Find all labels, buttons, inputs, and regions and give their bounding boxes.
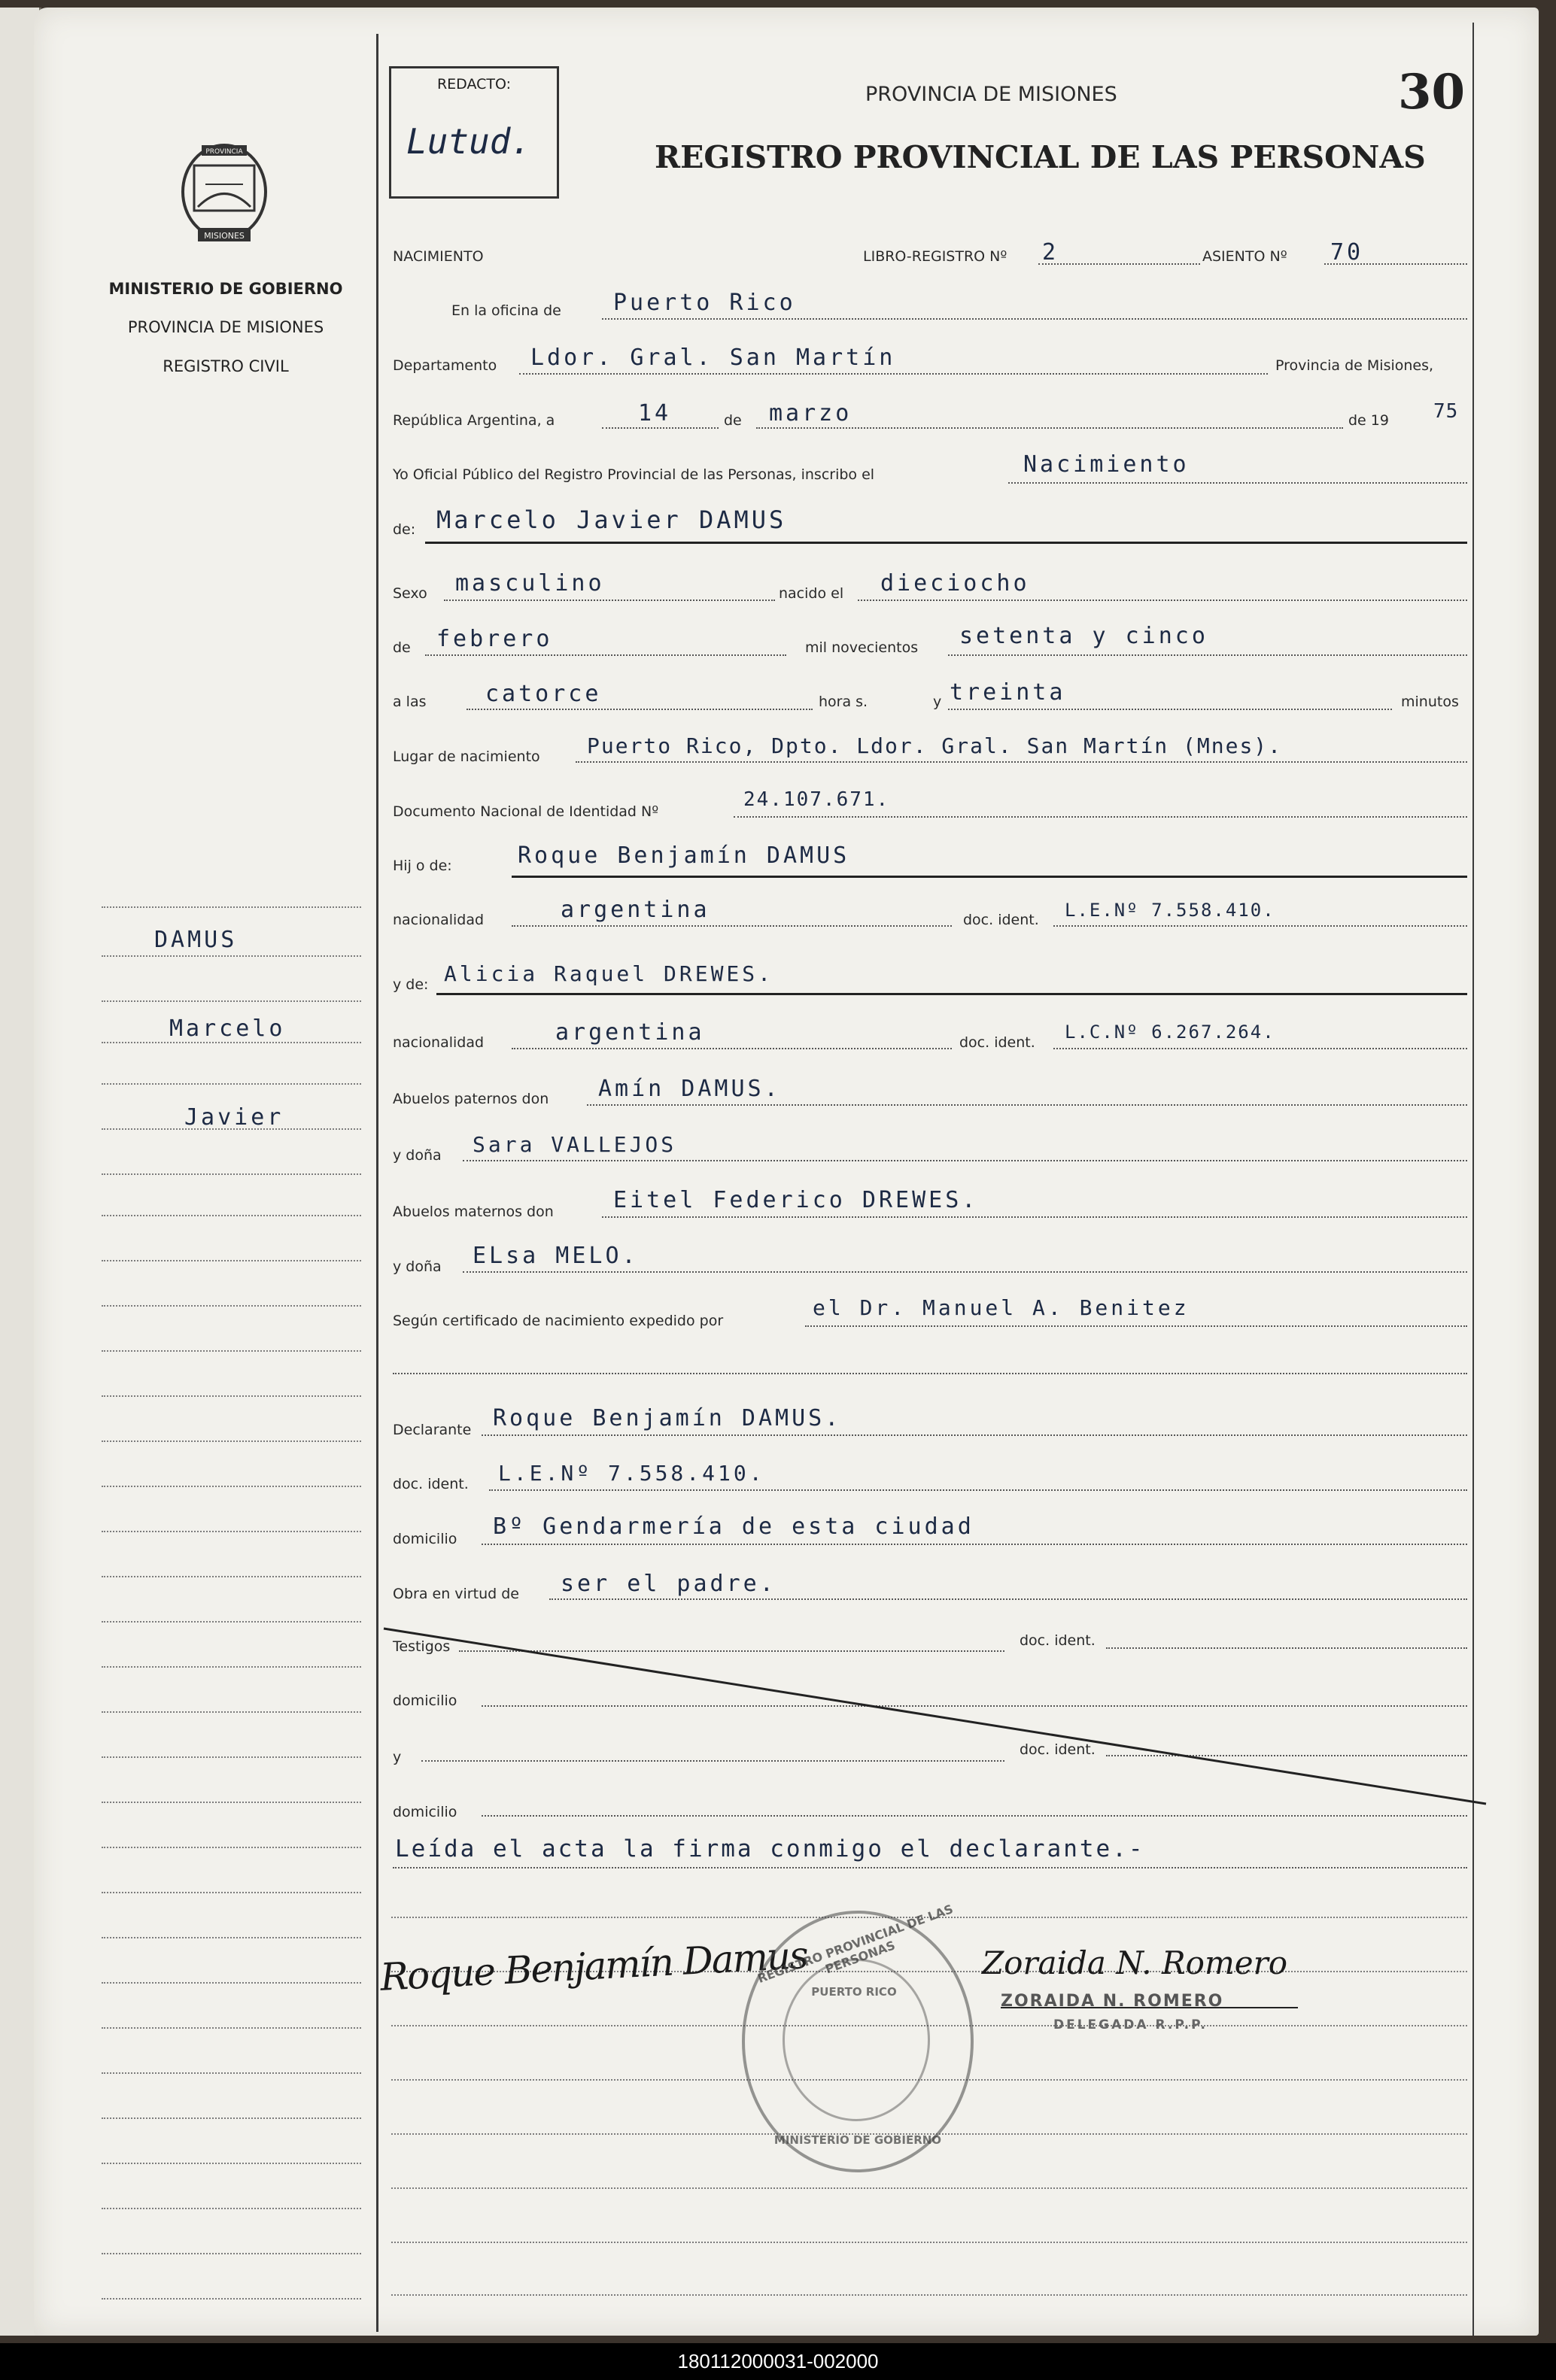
testigos-dom-label: domicilio xyxy=(393,1692,457,1709)
nacido-dia-value: dieciocho xyxy=(880,570,1030,597)
abuelo-p-value: Amín DAMUS. xyxy=(598,1076,781,1102)
inscribe-value: Nacimiento xyxy=(1023,451,1190,478)
abuela-p-value: Sara VALLEJOS xyxy=(473,1132,677,1157)
image-id-footer: 180112000031-002000 xyxy=(0,2343,1556,2380)
margin-line-18 xyxy=(102,1666,361,1668)
margin-line-19 xyxy=(102,1711,361,1713)
nombre-label: de: xyxy=(393,521,416,538)
margin-surname: DAMUS xyxy=(154,927,238,953)
nombre-value: Marcelo Javier DAMUS xyxy=(436,505,787,534)
margin-line-2 xyxy=(102,955,361,957)
oficial-signature: Zoraida N. Romero xyxy=(982,1944,1288,1981)
margin-line-11 xyxy=(102,1350,361,1352)
declarante-dom-label: domicilio xyxy=(393,1531,457,1547)
lugar-label: Lugar de nacimiento xyxy=(393,748,540,765)
margin-line-10 xyxy=(102,1305,361,1307)
minutos-label: minutos xyxy=(1401,694,1459,710)
abuelos-m-label: Abuelos maternos don xyxy=(393,1204,554,1220)
margin-line-28 xyxy=(102,2117,361,2119)
margin-line-31 xyxy=(102,2253,361,2254)
nacionalidad-padre-label: nacionalidad xyxy=(393,912,485,928)
padre-nac-value: argentina xyxy=(561,897,710,923)
dia-value: 14 xyxy=(638,400,672,427)
y-dona-m-label: y doña xyxy=(393,1258,442,1275)
obra-label: Obra en virtud de xyxy=(393,1586,519,1602)
padre-value: Roque Benjamín DAMUS xyxy=(518,842,850,869)
margin-line-32 xyxy=(102,2298,361,2300)
doc-ident-madre-label: doc. ident. xyxy=(959,1034,1035,1051)
margin-line-23 xyxy=(102,1892,361,1893)
nacimiento-label: NACIMIENTO xyxy=(393,248,484,265)
lugar-value: Puerto Rico, Dpto. Ldor. Gral. San Martín (Mnes). xyxy=(587,733,1283,758)
redacto-initials: Lutud. xyxy=(406,121,532,162)
cierre-dots xyxy=(393,1867,1467,1868)
province-heading: PROVINCIA DE MISIONES xyxy=(865,83,1117,106)
doc-ident-padre-label: doc. ident. xyxy=(963,912,1039,928)
hora-value: catorce xyxy=(485,681,602,707)
a-las-label: a las xyxy=(393,694,427,710)
nacido-mes-value: febrero xyxy=(436,626,553,652)
libro-label: LIBRO-REGISTRO Nº xyxy=(863,248,1007,265)
margin-line-12 xyxy=(102,1395,361,1397)
cierre-text: Leída el acta la firma conmigo el declarante.- xyxy=(395,1835,1145,1862)
testigos-label: Testigos xyxy=(393,1638,451,1655)
seal-inner-text: PUERTO RICO xyxy=(811,1985,897,1999)
civil-registry-label: REGISTRO CIVIL xyxy=(163,357,289,375)
province-label-left: PROVINCIA DE MISIONES xyxy=(127,318,324,336)
asiento-value: 70 xyxy=(1330,239,1364,266)
de19-label: de 19 xyxy=(1348,412,1389,429)
obra-value: ser el padre. xyxy=(561,1571,776,1597)
segun-label: Según certificado de nacimiento expedido por xyxy=(393,1313,724,1329)
provincia-label: Provincia de Misiones, xyxy=(1275,357,1434,374)
declarante-doc-label: doc. ident. xyxy=(393,1476,469,1492)
seal-outer-text: REGISTRO PROVINCIAL DE LAS PERSONAS xyxy=(755,1902,956,1987)
declarante-value: Roque Benjamín DAMUS. xyxy=(493,1405,842,1431)
seal-bottom-text: MINISTERIO DE GOBIERNO xyxy=(773,2133,942,2147)
padre-doc-value: L.E.Nº 7.558.410. xyxy=(1065,900,1275,921)
margin-line-1 xyxy=(102,906,361,908)
margin-line-13 xyxy=(102,1440,361,1442)
margin-line-3 xyxy=(102,1000,361,1002)
documento-label: Documento Nacional de Identidad Nº xyxy=(393,803,659,820)
margin-line-8 xyxy=(102,1215,361,1216)
madre-doc-value: L.C.Nº 6.267.264. xyxy=(1065,1022,1275,1043)
asiento-label: ASIENTO Nº xyxy=(1202,248,1287,265)
nacionalidad-madre-label: nacionalidad xyxy=(393,1034,485,1051)
sexo-label: Sexo xyxy=(393,585,427,602)
margin-line-5 xyxy=(102,1083,361,1085)
oficial-stamp-name: ZORAIDA N. ROMERO xyxy=(1001,1992,1224,2011)
madre-value: Alicia Raquel DREWES. xyxy=(444,961,774,986)
margin-line-27 xyxy=(102,2072,361,2074)
official-seal xyxy=(742,1902,974,2172)
registry-title: REGISTRO PROVINCIAL DE LAS PERSONAS xyxy=(655,139,1426,175)
margin-line-29 xyxy=(102,2163,361,2164)
margin-line-7 xyxy=(102,1173,361,1175)
y-dona-p-label: y doña xyxy=(393,1147,442,1164)
margin-line-14 xyxy=(102,1486,361,1487)
declarante-doc-value: L.E.Nº 7.558.410. xyxy=(498,1461,765,1486)
de-label: de xyxy=(724,412,742,429)
y-testigo-label: y xyxy=(393,1749,402,1765)
margin-line-26 xyxy=(102,2027,361,2029)
madre-nac-value: argentina xyxy=(555,1019,705,1046)
oficial-stamp-line xyxy=(1001,2007,1298,2008)
hijo-label: Hij o de: xyxy=(393,858,452,874)
horas-label: hora s. xyxy=(819,694,868,710)
departamento-value: Ldor. Gral. San Martín xyxy=(530,345,896,371)
margin-line-4 xyxy=(102,1042,361,1043)
margin-line-16 xyxy=(102,1576,361,1577)
nacido-anio-value: setenta y cinco xyxy=(959,623,1208,649)
redacto-label: REDACTO: xyxy=(436,76,512,93)
margin-line-30 xyxy=(102,2208,361,2209)
mil-label: mil novecientos xyxy=(805,639,919,656)
declarante-dom-value: Bº Gendarmería de esta ciudad xyxy=(493,1513,974,1540)
testigo2-doc-label: doc. ident. xyxy=(1020,1741,1096,1758)
emblem-top-text: PROVINCIA xyxy=(205,148,243,156)
minutos-value: treinta xyxy=(950,679,1066,706)
testigo2-dom-label: domicilio xyxy=(393,1804,457,1820)
margin-line-24 xyxy=(102,1937,361,1938)
departamento-label: Departamento xyxy=(393,357,497,374)
y-de-label: y de: xyxy=(393,976,429,993)
testigos-doc-label: doc. ident. xyxy=(1020,1632,1096,1649)
anio-value: 75 xyxy=(1433,400,1459,423)
sig-line-8 xyxy=(391,2294,1467,2296)
margin-line-25 xyxy=(102,1982,361,1984)
sig-line-7 xyxy=(391,2242,1467,2243)
declarante-signature: Roque Benjamín Damus xyxy=(378,1933,809,1999)
sexo-value: masculino xyxy=(455,570,605,597)
sig-line-6 xyxy=(391,2187,1467,2189)
oficina-value: Puerto Rico xyxy=(613,290,796,316)
libro-value: 2 xyxy=(1042,239,1059,266)
ministry-label: MINISTERIO DE GOBIERNO xyxy=(108,280,343,298)
de-mes-label: de xyxy=(393,639,411,656)
declarante-label: Declarante xyxy=(393,1422,472,1438)
margin-line-22 xyxy=(102,1847,361,1848)
abuelos-p-label: Abuelos paternos don xyxy=(393,1091,549,1107)
margin-line-21 xyxy=(102,1802,361,1803)
margin-second-name: Javier xyxy=(184,1104,284,1131)
margin-line-20 xyxy=(102,1756,361,1758)
margin-line-17 xyxy=(102,1621,361,1623)
dni-value: 24.107.671. xyxy=(743,788,890,811)
margin-first-name: Marcelo xyxy=(169,1015,286,1042)
y-label: y xyxy=(933,694,942,710)
abuelo-m-value: Eitel Federico DREWES. xyxy=(613,1187,979,1213)
abuela-m-value: ELsa MELO. xyxy=(473,1243,639,1269)
oficina-label: En la oficina de xyxy=(451,302,561,319)
oficial-stamp-role: DELEGADA R.P.P. xyxy=(1053,2017,1208,2032)
nacido-label: nacido el xyxy=(779,585,844,602)
margin-line-9 xyxy=(102,1260,361,1261)
certificado-value: el Dr. Manuel A. Benitez xyxy=(813,1295,1190,1320)
margin-line-15 xyxy=(102,1531,361,1532)
republica-label: República Argentina, a xyxy=(393,412,555,429)
mes-value: marzo xyxy=(769,400,852,427)
page-number: 30 xyxy=(1398,64,1466,120)
oficial-label: Yo Oficial Público del Registro Provincial de las Personas, inscribo el xyxy=(393,466,875,483)
emblem-bottom-text: MISIONES xyxy=(204,231,245,241)
